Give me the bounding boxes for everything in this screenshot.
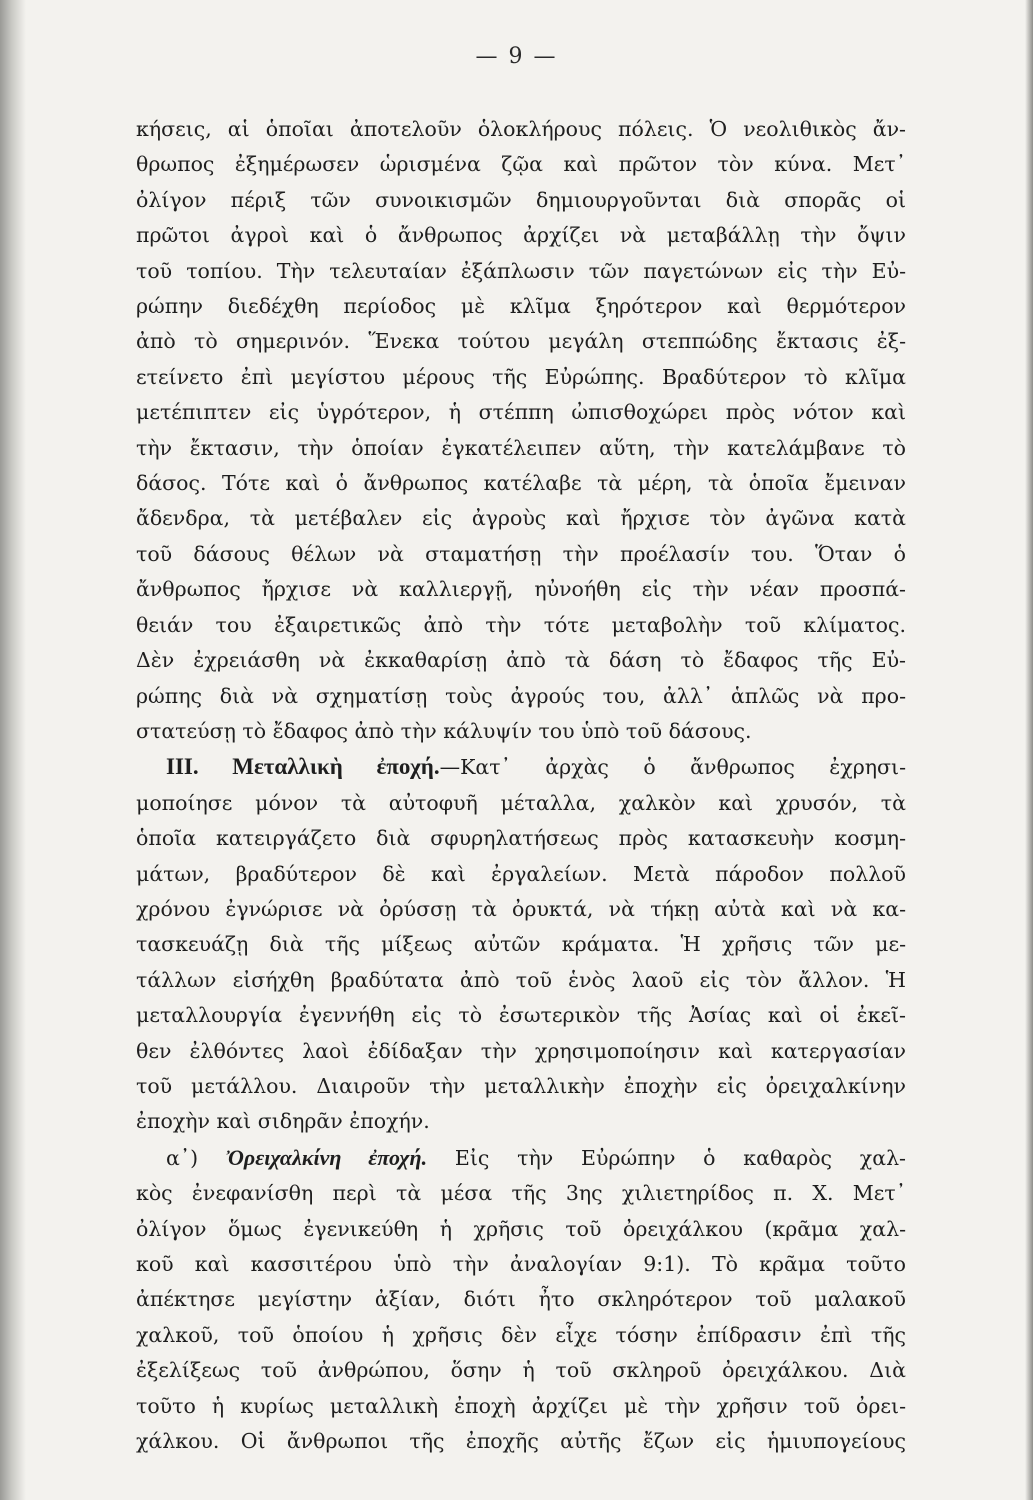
section-3-first-line	[136, 749, 906, 785]
text-line: ἐξελίξεως τοῦ ἀνθρώπου, ὅσην ἡ τοῦ σκληροῦ ὀρειχάλκου. Διὰ	[136, 1358, 906, 1383]
text-line: ἀπὸ τὸ σημερινόν. Ἕνεκα τούτου μεγάλη στεππώδης ἔκτασις ἐξ-	[136, 329, 906, 354]
text-line: μετέπιπτεν εἰς ὑγρότερον, ἡ στέππη ὠπισθοχώρει πρὸς νότον καὶ	[136, 400, 906, 425]
text-line: τάλλων εἰσήχθη βραδύτατα ἀπὸ τοῦ ἑνὸς λαοῦ εἰς τὸν ἄλλον. Ἡ	[136, 967, 906, 992]
text-line: τοῦ τοπίου. Τὴν τελευταίαν ἐξάπλωσιν τῶν παγετώνων εἰς τὴν Εὐ-	[136, 258, 906, 283]
section-a-heading: Ὀρειχαλκίνη ἐποχή.	[225, 1144, 428, 1170]
body-text	[136, 112, 906, 1459]
text-line: τασκευάζῃ διὰ τῆς μίξεως αὐτῶν κράματα. Ἡ χρῆσις τῶν με-	[136, 932, 906, 957]
text-line: χαλκοῦ, τοῦ ὁποίου ἡ χρῆσις δὲν εἶχε τόσην ἐπίδρασιν ἐπὶ τῆς	[136, 1322, 906, 1347]
text-line: ἀπέκτησε μεγίστην ἀξίαν, διότι ἦτο σκληρότερον τοῦ μαλακοῦ	[136, 1287, 906, 1312]
text-line: τὴν ἔκτασιν, τὴν ὁποίαν ἐγκατέλειπεν αὕτη, τὴν κατελάμβανε τὸ	[136, 435, 906, 460]
text-line: κήσεις, αἱ ὁποῖαι ἀποτελοῦν ὁλοκλήρους πόλεις. Ὁ νεολιθικὸς ἄν-	[136, 117, 906, 141]
text-line: μάτων, βραδύτερον δὲ καὶ ἐργαλείων. Μετὰ πάροδον πολλοῦ	[136, 861, 906, 886]
text-line: τοῦ μετάλλου. Διαιροῦν τὴν μεταλλικὴν ἐποχὴν εἰς ὀρειχαλκίνην	[136, 1073, 906, 1098]
text-line: ετείνετο ἐπὶ μεγίστου μέρους τῆς Εὐρώπης. Βραδύτερον τὸ κλῖμα	[136, 364, 906, 389]
section-a-label: α᾿)	[166, 1145, 199, 1170]
section-a-intro: Εἰς τὴν Εὐρώπην ὁ καθαρὸς χαλ-	[427, 1145, 906, 1170]
text-line: χρόνου ἐγνώρισε νὰ ὀρύσσῃ τὰ ὀρυκτά, νὰ τήκῃ αὐτὰ καὶ νὰ κα-	[136, 896, 906, 921]
text-line: στατεύσῃ τὸ ἔδαφος ἀπὸ τὴν κάλυψίν του ὑπὸ τοῦ δάσους.	[136, 718, 752, 743]
text-line: Δὲν ἐχρειάσθη νὰ ἐκκαθαρίσῃ ἀπὸ τὰ δάση τὸ ἔδαφος τῆς Εὐ-	[136, 648, 906, 673]
text-line: θεν ἐλθόντες λαοὶ ἐδίδαξαν τὴν χρησιμοποίησιν καὶ κατεργασίαν	[136, 1038, 906, 1063]
text-line: ὀλίγον ὅμως ἐγενικεύθη ἡ χρῆσις τοῦ ὀρειχάλκου (κρᾶμα χαλ-	[136, 1216, 906, 1241]
text-line: χάλκου. Οἱ ἄνθρωποι τῆς ἐποχῆς αὐτῆς ἔζων εἰς ἡμιυπογείους	[136, 1429, 906, 1454]
page-number: — 9 —	[475, 44, 558, 69]
section-3-intro: —Κατ᾿ ἀρχὰς ὁ ἄνθρωπος ἐχρησι-	[439, 755, 906, 780]
text-line: ἐποχὴν καὶ σιδηρᾶν ἐποχήν.	[136, 1109, 430, 1134]
text-line: ρώπην διεδέχθη περίοδος μὲ κλῖμα ξηρότερον καὶ θερμότερον	[136, 294, 906, 319]
text-line: ἄδενδρα, τὰ μετέβαλεν εἰς ἀγροὺς καὶ ἤρχισε τὸν ἀγῶνα κατὰ	[136, 506, 906, 531]
text-line: πρῶτοι ἀγροὶ καὶ ὁ ἄνθρωπος ἀρχίζει νὰ μεταβάλλῃ τὴν ὄψιν	[136, 223, 906, 248]
text-line: θειάν του ἐξαιρετικῶς ἀπὸ τὴν τότε μεταβολὴν τοῦ κλίματος.	[136, 612, 906, 637]
text-line: ἄνθρωπος ἤρχισε νὰ καλλιεργῇ, ηὐνοήθη εἰς τὴν νέαν προσπά-	[136, 577, 906, 602]
text-line: μεταλλουργία ἐγεννήθη εἰς τὸ ἐσωτερικὸν τῆς Ἀσίας καὶ οἱ ἐκεῖ-	[136, 1003, 906, 1028]
section-3-heading: III. Μεταλλικὴ ἐποχή.	[166, 754, 440, 780]
text-line: θρωπος ἐξημέρωσεν ὡρισμένα ζῷα καὶ πρῶτον τὸν κύνα. Μετ᾿	[136, 152, 906, 177]
section-a-first-line	[136, 1140, 906, 1176]
text-line: τοῦ δάσους θέλων νὰ σταματήσῃ τὴν προέλασίν του. Ὅταν ὁ	[136, 541, 906, 566]
text-line: τοῦτο ἡ κυρίως μεταλλικὴ ἐποχὴ ἀρχίζει μὲ τὴν χρῆσιν τοῦ ὀρει-	[136, 1393, 906, 1418]
text-line: μοποίησε μόνον τὰ αὐτοφυῆ μέταλλα, χαλκὸν καὶ χρυσόν, τὰ	[136, 790, 906, 815]
binding-shadow	[0, 0, 26, 1500]
text-line: ὁποῖα κατειργάζετο διὰ σφυρηλατήσεως πρὸς κατασκευὴν κοσμη-	[136, 826, 906, 851]
text-line: δάσος. Τότε καὶ ὁ ἄνθρωπος κατέλαβε τὰ μέρη, τὰ ὁποῖα ἔμειναν	[136, 471, 906, 496]
page-edge	[1025, 0, 1033, 1500]
text-line: κὸς ἐνεφανίσθη περὶ τὰ μέσα τῆς 3ης χιλιετηρίδος π. Χ. Μετ᾿	[136, 1181, 906, 1206]
text-line: κοῦ καὶ κασσιτέρου ὑπὸ τὴν ἀναλογίαν 9:1). Τὸ κρᾶμα τοῦτο	[136, 1252, 906, 1276]
text-line: ρώπης διὰ νὰ σχηματίσῃ τοὺς ἀγρούς του, ἀλλ᾿ ἁπλῶς νὰ προ-	[136, 683, 906, 708]
text-line: ὀλίγον πέριξ τῶν συνοικισμῶν δημιουργοῦνται διὰ σπορᾶς οἱ	[136, 187, 906, 212]
